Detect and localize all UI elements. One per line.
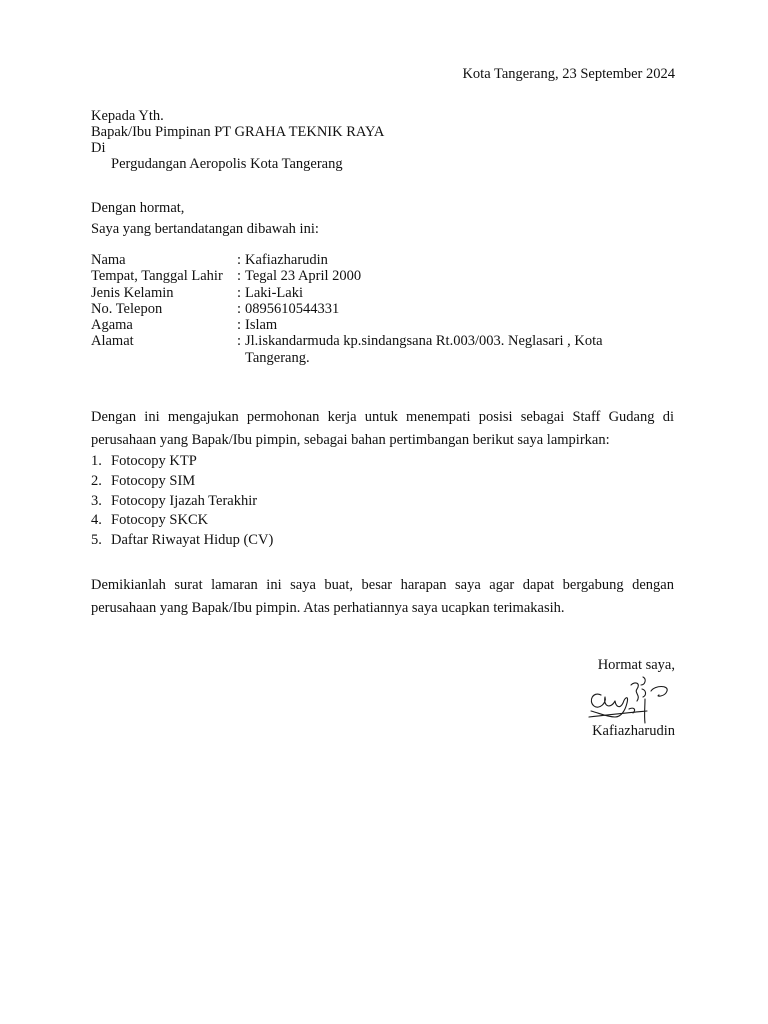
closing-salutation: Hormat saya, — [597, 657, 675, 673]
identity-value: Tegal 23 April 2000 — [245, 268, 362, 285]
list-item — [91, 472, 273, 492]
identity-row — [91, 252, 645, 268]
list-text: Fotocopy KTP — [111, 453, 197, 469]
attachment-list — [91, 452, 273, 551]
list-text: Daftar Riwayat Hidup (CV) — [111, 532, 274, 549]
identity-row — [91, 317, 645, 333]
greeting-block — [91, 198, 319, 240]
list-number: 4. — [91, 512, 102, 529]
list-number: 3. — [91, 492, 102, 509]
identity-separator: : — [237, 300, 242, 317]
identity-key: Agama — [91, 317, 133, 334]
list-item — [91, 531, 273, 551]
identity-value: 0895610544331 — [245, 300, 340, 317]
identity-value: Kafiazharudin — [245, 252, 328, 268]
identity-separator: : — [237, 268, 242, 285]
identity-value: Jl.iskandarmuda kp.sindangsana Rt.003/003. Neglasari , Kota — [245, 333, 603, 350]
list-text: Fotocopy SKCK — [111, 512, 209, 529]
identity-row — [91, 285, 645, 301]
letter-date: Kota Tangerang, 23 September 2024 — [462, 66, 675, 82]
list-number: 2. — [91, 472, 102, 489]
identity-value-continuation: Tangerang. — [245, 349, 310, 366]
list-text: Fotocopy SIM — [111, 472, 196, 489]
identity-row — [91, 301, 645, 317]
identity-value: Laki-Laki — [245, 284, 303, 301]
list-item — [91, 492, 273, 512]
recipient-line-2: Bapak/Ibu Pimpinan PT GRAHA TEKNIK RAYA — [91, 124, 385, 140]
identity-separator: : — [237, 284, 242, 301]
identity-row-continuation — [91, 350, 645, 366]
identity-separator: : — [237, 333, 242, 350]
signer-name: Kafiazharudin — [592, 723, 675, 739]
recipient-line-1: Kepada Yth. — [91, 108, 164, 124]
identity-value: Islam — [245, 317, 278, 334]
identity-row — [91, 333, 645, 349]
salutation: Dengan hormat, — [91, 200, 185, 216]
intro-line: Saya yang bertandatangan dibawah ini: — [91, 221, 319, 237]
identity-table — [91, 252, 645, 366]
identity-key: Nama — [91, 252, 126, 268]
body-paragraph: Dengan ini mengajukan permohonan kerja untuk menempati posisi sebagai Staff Gudang di perusahaan yang Bapak/Ibu pimpin, sebagai bahan pertimbangan berikut saya lampirkan: — [91, 409, 674, 448]
recipient-block — [91, 108, 384, 172]
identity-row — [91, 268, 645, 284]
recipient-line-4: Pergudangan Aeropolis Kota Tangerang — [111, 156, 343, 172]
identity-separator: : — [237, 252, 242, 268]
identity-key: Alamat — [91, 333, 134, 350]
signature-image — [585, 673, 675, 725]
list-item — [91, 511, 273, 531]
identity-key: Tempat, Tanggal Lahir — [91, 268, 223, 285]
identity-separator: : — [237, 317, 242, 334]
list-item — [91, 452, 273, 472]
closing-paragraph: Demikianlah surat lamaran ini saya buat, besar harapan saya agar dapat bergabung dengan perusahaan yang Bapak/Ibu pimpin. Atas perhatiannya saya ucapkan terimakasih. — [91, 577, 674, 616]
list-number: 5. — [91, 532, 102, 549]
identity-key: No. Telepon — [91, 300, 163, 317]
recipient-line-3: Di — [91, 140, 106, 156]
list-number: 1. — [91, 453, 102, 469]
identity-key: Jenis Kelamin — [91, 284, 174, 301]
list-text: Fotocopy Ijazah Terakhir — [111, 492, 258, 509]
